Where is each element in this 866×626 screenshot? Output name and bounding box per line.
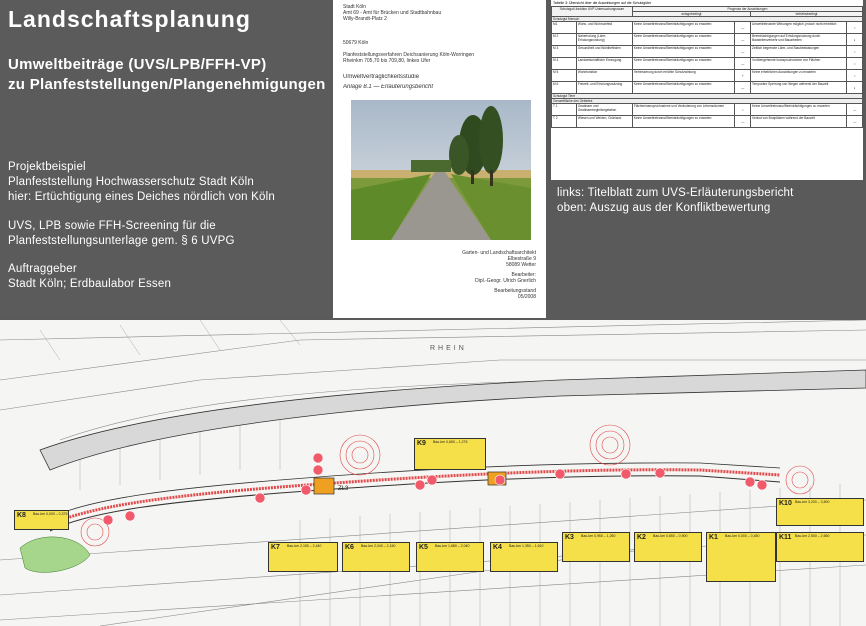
conflict-marker: [313, 465, 323, 475]
conflict-label-k8: [14, 510, 69, 530]
title-page-credits: [416, 250, 536, 300]
addr-line-4: 50679 Köln: [343, 40, 369, 46]
col-header-prognose: Prognose der Auswirkungen: [632, 7, 862, 12]
addr-line-1: Stadt Köln: [343, 4, 367, 10]
conflict-id: K1: [709, 534, 718, 541]
river-label: RHEIN: [430, 345, 467, 352]
conflict-marker: [125, 511, 135, 521]
conflict-id: K2: [637, 534, 646, 541]
conflict-label-k1: [706, 532, 776, 582]
conflict-marker: [255, 493, 265, 503]
row-anlage: Keine Umweltrelevanz/Beeinträchtigungen zu erwarten: [632, 58, 735, 70]
conflict-id: K11: [779, 534, 792, 541]
row-anlage: Keine Umweltrelevanz/Beeinträchtigungen zu erwarten: [632, 82, 735, 94]
client-value: Stadt Köln; Erdbaulabor Essen: [8, 278, 172, 290]
row-betrieb: Umweltrelevante Wirkungen möglich, jedoch nicht erheblich: [751, 22, 847, 34]
row-schutzgut: Freizeit- und Erholungsnutzung: [576, 82, 632, 94]
row-id: M 4: [552, 58, 577, 70]
project-block: [8, 160, 275, 205]
row-id: M 6: [552, 82, 577, 94]
conflict-marker: [555, 469, 565, 479]
page-subtitle: [8, 55, 326, 95]
row-betrieb-symbol: ○: [847, 70, 863, 82]
row-betrieb-symbol: ○: [847, 46, 863, 58]
conflict-label-k6: [342, 542, 410, 572]
landscape-photo: [351, 100, 531, 240]
dike-line: [50, 470, 780, 525]
conflict-label-k9: [414, 438, 486, 470]
row-betrieb: Vorübergehende Inanspruchnahme von Flächen: [751, 58, 847, 70]
row-anlage-symbol: —: [735, 82, 751, 94]
doc-title: Umweltverträglichkeitsstudie: [343, 74, 420, 80]
client-block: [8, 262, 171, 292]
row-id: M1: [552, 22, 577, 34]
conflict-id: K3: [565, 534, 574, 541]
conflict-id: K9: [417, 440, 426, 447]
row-betrieb: Keine Umweltrelevanz/Beeinträchtigungen zu erwarten: [751, 104, 847, 116]
title-page-address: [343, 4, 533, 90]
section-label: Schutzgut Mensch: [552, 17, 863, 22]
conflict-id: K4: [493, 544, 502, 551]
conflict-range: Bau-km 2,500 – 2,650: [795, 534, 830, 538]
row-anlage-symbol: —: [735, 46, 751, 58]
project-line-1: Planfeststellung Hochwasserschutz Stadt Köln: [8, 176, 254, 188]
zone-label: ZL3: [338, 486, 349, 492]
addr-line-5: Planfeststellungsverfahren Deichsanierung Köln-Worringen: [343, 52, 475, 58]
conflict-range: Bau-km 0,650 – 1,275: [433, 440, 468, 444]
conflict-marker: [757, 480, 767, 490]
credit-line-3: 58089 Wetter: [506, 262, 536, 268]
scope-line-2: Planfeststellungsunterlage gem. § 6 UVPG: [8, 235, 235, 247]
conflict-marker: [495, 475, 505, 485]
row-betrieb: Temporäre Sperrung von Wegen während der Bauzeit: [751, 82, 847, 94]
conflict-label-k4: [490, 542, 558, 572]
conflict-id: K5: [419, 544, 428, 551]
col-header-schutzgut: Schutzgut/-funktion UVP-Untersuchungsraum: [552, 7, 633, 17]
scope-block: [8, 219, 235, 249]
table-row: [552, 22, 863, 34]
row-anlage: Keine Umweltrelevanz/Beeinträchtigungen zu erwarten: [632, 34, 735, 46]
row-betrieb: Beeinträchtigungen auf Erholungsnutzung durch Baustellenverkehr und Bauarbeiten: [751, 34, 847, 46]
scope-line-1: UVS, LPB sowie FFH-Screening für die: [8, 220, 216, 232]
row-anlage-symbol: —: [735, 58, 751, 70]
caption-line-1: links: Titelblatt zum UVS-Erläuterungsbericht: [557, 187, 794, 199]
row-anlage: Keine Umweltrelevanz/Beeinträchtigungen zu erwarten: [632, 22, 735, 34]
row-anlage: Keine Umweltrelevanz/Beeinträchtigungen zu erwarten: [632, 46, 735, 58]
row-schutzgut: Naherholung (Lärm, Erholungsnutzung): [576, 34, 632, 46]
credit-line-6: Bearbeitungsstand: [494, 288, 536, 294]
conflict-range: Bau-km 2,040 – 2,150: [361, 544, 396, 548]
row-anlage: Flächeninanspruchnahme und Veränderung von Lebensräumen: [632, 104, 735, 116]
project-label: Projektbeispiel: [8, 161, 86, 173]
green-zone: [20, 537, 90, 573]
row-anlage-symbol: —: [735, 22, 751, 34]
conflict-label-k7: [268, 542, 338, 572]
table-row: [552, 58, 863, 70]
row-betrieb-symbol: ◐: [847, 34, 863, 46]
credit-line-7: 05/2008: [517, 294, 536, 300]
row-id: T 1: [552, 104, 577, 116]
conflict-map: [0, 320, 866, 626]
conflict-label-k11: [776, 532, 864, 562]
conflict-marker: [313, 453, 323, 463]
conflict-area-zl3: [314, 478, 334, 494]
row-anlage-symbol: ○: [735, 104, 751, 116]
conflict-range: Bau-km 1,350 – 1,610: [509, 544, 544, 548]
addr-line-3: Willy-Brandt-Platz 2: [343, 16, 387, 22]
conflict-id: K8: [17, 512, 26, 519]
row-betrieb: Zeitlich begrenzte Lärm- und Staubbelastungen: [751, 46, 847, 58]
conflict-marker: [745, 477, 755, 487]
row-schutzgut: Gewässer und Gewässerbegleitvegetation: [576, 104, 632, 116]
subtitle-line-2: zu Planfeststellungen/Plangenehmigungen: [8, 76, 326, 93]
conflict-label-k2: [634, 532, 702, 562]
row-schutzgut: Gesundheit und Wohlbefinden: [576, 46, 632, 58]
table-row: [552, 70, 863, 82]
row-betrieb-symbol: —: [847, 116, 863, 128]
conflict-range: Bau-km 0,000 – 0,450: [725, 534, 760, 538]
addr-line-2: Amt 69 - Amt für Brücken und Stadtbahnbau: [343, 10, 442, 16]
table-row: [552, 34, 863, 46]
conflict-marker: [427, 475, 437, 485]
row-anlage-symbol: —: [735, 34, 751, 46]
row-anlage-symbol: —: [735, 116, 751, 128]
table-row: [552, 82, 863, 94]
subtitle-line-1: Umweltbeiträge (UVS/LPB/FFH-VP): [8, 56, 267, 73]
section-label: Gesamtfläche des Gebietes: [552, 99, 863, 104]
conflict-id: K7: [271, 544, 280, 551]
table-caption: Tabelle 3: Übersicht über die Auswirkungen auf die Schutzgüter: [553, 1, 652, 5]
row-betrieb: Verlust von Brutplätzen während der Bauzeit: [751, 116, 847, 128]
credit-line-2: Elbestraße 9: [507, 256, 536, 262]
row-betrieb: Keine erheblichen Auswirkungen zu erwarten: [751, 70, 847, 82]
row-id: M 3: [552, 46, 577, 58]
row-schutzgut: Landwirtschaftliche Erzeugung: [576, 58, 632, 70]
conflict-marker: [415, 480, 425, 490]
row-anlage: Keine Umweltrelevanz/Beeinträchtigungen zu erwarten: [632, 116, 735, 128]
row-schutzgut: Wohn- und Wohnumfeld: [576, 22, 632, 34]
conflict-table-excerpt: [551, 0, 863, 180]
image-captions: [557, 186, 794, 216]
doc-annex: Anlage 8.1 — Erläuterungsbericht: [343, 84, 434, 90]
row-schutzgut: Wohnfunktion: [576, 70, 632, 82]
page-title: Landschaftsplanung: [8, 6, 251, 32]
row-betrieb-symbol: ◐: [847, 82, 863, 94]
conflict-marker: [301, 485, 311, 495]
row-anlage: Verbesserung durch erhöhte Schutzwirkung: [632, 70, 735, 82]
conflict-marker: [103, 515, 113, 525]
col-header-betrieb: betriebsbedingt: [751, 12, 863, 17]
row-id: M 2: [552, 34, 577, 46]
row-id: T 2: [552, 116, 577, 128]
conflict-label-k3: [562, 532, 630, 562]
caption-line-2: oben: Auszug aus der Konfliktbewertung: [557, 202, 771, 214]
conflict-id: K6: [345, 544, 354, 551]
credit-line-4: Bearbeiter:: [511, 272, 536, 278]
title-page-document: [333, 0, 546, 318]
conflict-range: Bau-km 2,150 – 2,440: [287, 544, 322, 548]
table-row: [552, 104, 863, 116]
credit-line-5: Dipl.-Geogr. Ulrich Gnerlich: [475, 278, 536, 284]
table-row: [552, 46, 863, 58]
table-row: [552, 116, 863, 128]
credit-line-1: Garten- und Landschaftsarchitekt: [462, 250, 536, 256]
client-label: Auftraggeber: [8, 263, 77, 275]
conflict-range: Bau-km 0,650 – 0,900: [653, 534, 688, 538]
row-betrieb-symbol: —: [847, 104, 863, 116]
conflict-marker: [655, 468, 665, 478]
project-line-2: hier: Ertüchtigung eines Deiches nördlich von Köln: [8, 191, 275, 203]
conflict-range: Bau-km 1,680 – 2,040: [435, 544, 470, 548]
conflict-range: Bau-km 3,200 – 3,500: [795, 500, 830, 504]
conflict-range: Bau-km 0,000 – 0,375: [33, 512, 68, 516]
conflict-marker: [621, 469, 631, 479]
row-schutzgut: Wiesen und Weiden, Grünland: [576, 116, 632, 128]
row-betrieb-symbol: ○: [847, 58, 863, 70]
row-anlage-symbol: +: [735, 70, 751, 82]
conflict-label-k10: [776, 498, 864, 526]
intro-panel: [0, 0, 330, 318]
conflict-id: K10: [779, 500, 792, 507]
addr-line-6: Rheinkm 705,70 bis 709,80, linkes Ufer: [343, 58, 431, 64]
row-id: M 5: [552, 70, 577, 82]
conflict-label-k5: [416, 542, 484, 572]
col-header-anlage: anlagebedingt: [632, 12, 750, 17]
conflict-table: [551, 6, 863, 128]
row-betrieb-symbol: ○: [847, 22, 863, 34]
section-label: Schutzgut Tiere: [552, 94, 863, 99]
conflict-range: Bau-km 0,950 – 1,250: [581, 534, 616, 538]
